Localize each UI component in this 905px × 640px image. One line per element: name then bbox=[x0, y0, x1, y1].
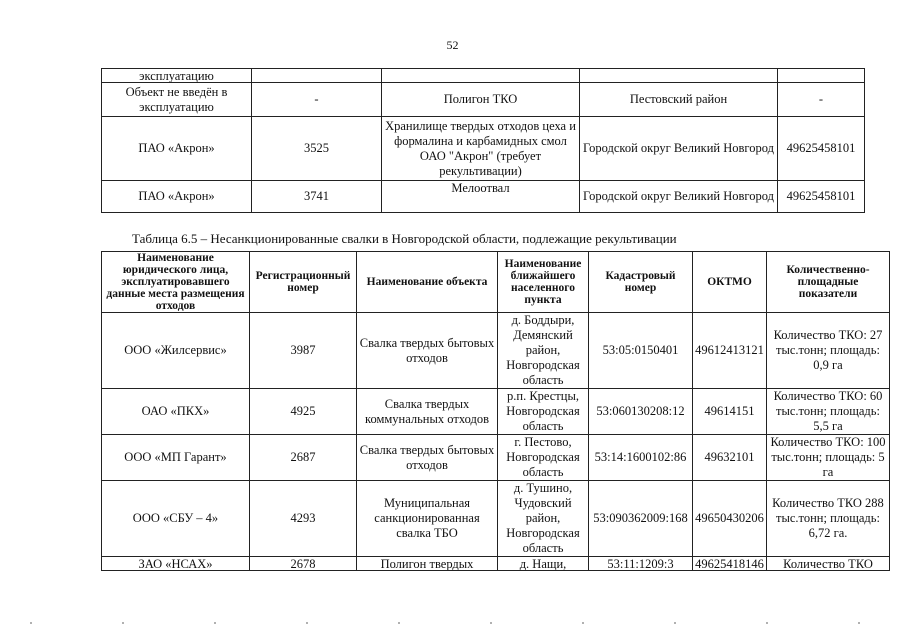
table-cell: ООО «МП Гарант» bbox=[102, 435, 250, 481]
column-header: Кадастровый номер bbox=[589, 252, 693, 313]
table-cell: 49625458101 bbox=[778, 181, 865, 213]
table-cell: Свалка твердых коммунальных отходов bbox=[357, 389, 498, 435]
table-caption: Таблица 6.5 – Несанкционированные свалки в Новгородской области, подлежащие рекультивации bbox=[132, 231, 677, 246]
table-cell: 53:090362009:168 bbox=[589, 481, 693, 557]
column-header: Наименование ближайшего населенного пункта bbox=[498, 252, 589, 313]
table-row bbox=[102, 117, 865, 181]
table-row bbox=[102, 435, 890, 481]
continued-landfill-table bbox=[101, 68, 865, 213]
table-cell: Городской округ Великий Новгород bbox=[580, 181, 778, 213]
table-cell: 3741 bbox=[252, 181, 382, 213]
table-cell: Свалка твердых бытовых отходов bbox=[357, 435, 498, 481]
table-cell: Городской округ Великий Новгород bbox=[580, 117, 778, 181]
table-cell bbox=[382, 69, 580, 83]
table-cell: Количество ТКО bbox=[767, 557, 890, 571]
table-cell: Мелоотвал bbox=[382, 181, 580, 213]
column-header: ОКТМО bbox=[693, 252, 767, 313]
column-header: Регистрационный номер bbox=[250, 252, 357, 313]
table-cell: д. Боддыри, Демянский район, Новгородская область bbox=[498, 313, 589, 389]
table-cell: Полигон ТКО bbox=[382, 83, 580, 117]
table-cell: 2678 bbox=[250, 557, 357, 571]
table-cell: Количество ТКО: 60 тыс.тонн; площадь: 5,5 га bbox=[767, 389, 890, 435]
table-cell: 49632101 bbox=[693, 435, 767, 481]
table-row bbox=[102, 181, 865, 213]
table-cell: 2687 bbox=[250, 435, 357, 481]
unauthorized-dumps-table bbox=[101, 251, 890, 571]
table-row bbox=[102, 83, 865, 117]
table-cell: Количество ТКО: 100 тыс.тонн; площадь: 5 га bbox=[767, 435, 890, 481]
table-cell bbox=[580, 69, 778, 83]
table-row bbox=[102, 557, 890, 571]
table-cell: - bbox=[252, 83, 382, 117]
table-cell: 53:11:1209:3 bbox=[589, 557, 693, 571]
table-cell: 3987 bbox=[250, 313, 357, 389]
scan-noise bbox=[0, 622, 905, 628]
table-cell: ПАО «Акрон» bbox=[102, 117, 252, 181]
table-cell: Количество ТКО 288 тыс.тонн; площадь: 6,72 га. bbox=[767, 481, 890, 557]
table-cell: Объект не введён в эксплуатацию bbox=[102, 83, 252, 117]
table-cell: - bbox=[778, 83, 865, 117]
table-row bbox=[102, 313, 890, 389]
page-number: 52 bbox=[446, 38, 459, 52]
table-header-row bbox=[102, 252, 890, 313]
table-cell: г. Пестово, Новгородская область bbox=[498, 435, 589, 481]
table-cell: эксплуатацию bbox=[102, 69, 252, 83]
table-cell: ООО «Жилсервис» bbox=[102, 313, 250, 389]
table-cell: 4293 bbox=[250, 481, 357, 557]
table-cell: ООО «СБУ – 4» bbox=[102, 481, 250, 557]
table-cell: р.п. Крестцы, Новгородская область bbox=[498, 389, 589, 435]
table-cell: 49625418146 bbox=[693, 557, 767, 571]
table-cell: ЗАО «НСАХ» bbox=[102, 557, 250, 571]
table-cell: 53:14:1600102:86 bbox=[589, 435, 693, 481]
table-cell: ОАО «ПКХ» bbox=[102, 389, 250, 435]
table-cell: Пестовский район bbox=[580, 83, 778, 117]
table-cell: Количество ТКО: 27 тыс.тонн; площадь: 0,9 га bbox=[767, 313, 890, 389]
table-cell: 53:05:0150401 bbox=[589, 313, 693, 389]
table-row bbox=[102, 481, 890, 557]
table-cell: 49650430206 bbox=[693, 481, 767, 557]
table-cell: ПАО «Акрон» bbox=[102, 181, 252, 213]
table-cell: д. Нащи, bbox=[498, 557, 589, 571]
table-cell: Свалка твердых бытовых отходов bbox=[357, 313, 498, 389]
column-header: Наименование объекта bbox=[357, 252, 498, 313]
table-cell: Хранилище твердых отходов цеха и формалина и карбамидных смол ОАО "Акрон" (требует рекультивации) bbox=[382, 117, 580, 181]
table-row bbox=[102, 389, 890, 435]
table-cell: д. Тушино, Чудовский район, Новгородская область bbox=[498, 481, 589, 557]
table-cell: Полигон твердых bbox=[357, 557, 498, 571]
table-row bbox=[102, 69, 865, 83]
table-cell: Муниципальная санкционированная свалка ТБО bbox=[357, 481, 498, 557]
table-cell: 49625458101 bbox=[778, 117, 865, 181]
table-cell: 3525 bbox=[252, 117, 382, 181]
column-header: Количественно-площадные показатели bbox=[767, 252, 890, 313]
table-cell: 4925 bbox=[250, 389, 357, 435]
table-cell: 49614151 bbox=[693, 389, 767, 435]
column-header: Наименование юридического лица, эксплуатировавшего данные места размещения отходов bbox=[102, 252, 250, 313]
table-cell: 53:060130208:12 bbox=[589, 389, 693, 435]
table-cell bbox=[252, 69, 382, 83]
table-cell: 49612413121 bbox=[693, 313, 767, 389]
table-cell bbox=[778, 69, 865, 83]
